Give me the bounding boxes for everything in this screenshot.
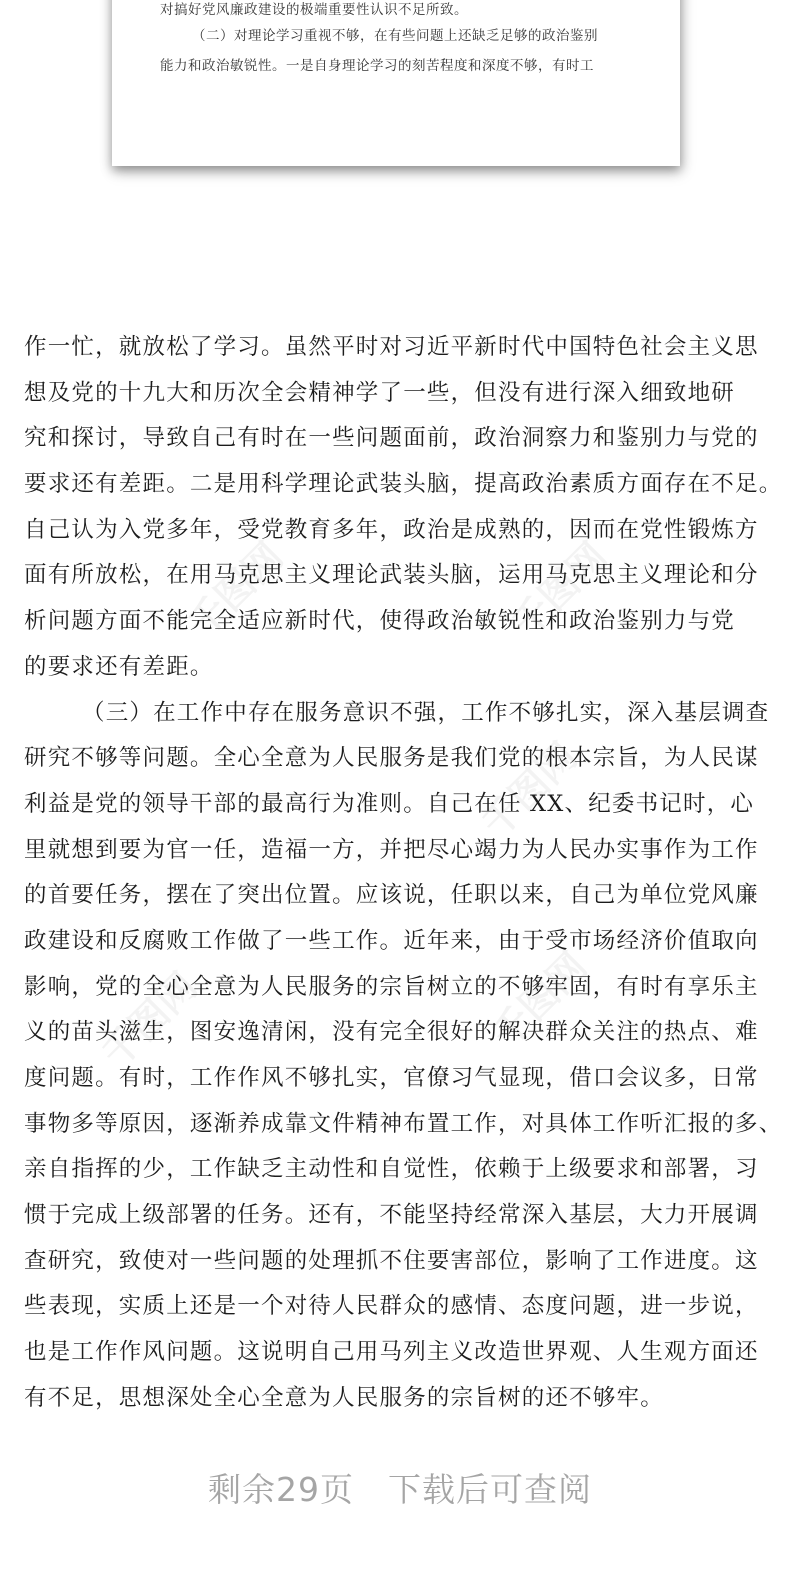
preview-line: （二）对理论学习重视不够，在有些问题上还缺乏足够的政治鉴别 xyxy=(192,28,598,44)
body-line: 度问题。有时，工作作风不够扎实，官僚习气显现，借口会议多，日常 xyxy=(24,1065,759,1091)
body-line: 惯于完成上级部署的任务。还有，不能坚持经常深入基层，大力开展调 xyxy=(24,1202,759,1229)
remaining-pages-text: 剩余29页 xyxy=(208,1470,354,1509)
body-line: 里就想到要为官一任，造福一方，并把尽心竭力为人民办实事作为工作 xyxy=(24,836,759,863)
watermark: 千图网 xyxy=(483,944,596,1056)
body-line: 些表现，实质上还是一个对待人民群众的感情、态度问题，进一步说， xyxy=(24,1293,759,1320)
body-line: 研究不够等问题。全心全意为人民服务是我们党的根本宗旨，为人民谋 xyxy=(24,745,759,772)
body-line: 的要求还有差距。 xyxy=(24,653,214,680)
body-line: 的首要任务，摆在了突出位置。应该说，任职以来，自己为单位党风廉 xyxy=(24,882,759,909)
body-line: 要求还有差距。二是用科学理论武装头脑，提高政治素质方面存在不足。 xyxy=(24,471,783,498)
body-line: 想及党的十九大和历次全会精神学了一些，但没有进行深入细致地研 xyxy=(24,379,736,406)
body-line: 析问题方面不能完全适应新时代，使得政治敏锐性和政治鉴别力与党 xyxy=(24,608,736,635)
body-line: 究和探讨，导致自己有时在一些问题面前，政治洞察力和鉴别力与党的 xyxy=(24,425,759,452)
watermark: 千图网 xyxy=(503,534,616,646)
body-line: 事物多等原因，逐渐养成靠文件精神布置工作，对具体工作听汇报的多、 xyxy=(24,1110,783,1137)
watermark: 千图网 xyxy=(473,734,586,846)
body-line: 作一忙，就放松了学习。虽然平时对习近平新时代中国特色社会主义思 xyxy=(24,334,759,360)
watermark: 千图网 xyxy=(93,964,206,1076)
body-line: 义的苗头滋生，图安逸清闲，没有完全很好的解决群众关注的热点、难 xyxy=(24,1019,759,1046)
watermark: 千图网 xyxy=(179,534,292,646)
body-line: 影响，党的全心全意为人民服务的宗旨树立的不够牢固，有时有享乐主 xyxy=(24,973,759,1000)
download-to-view-text: 下载后可查阅 xyxy=(388,1470,592,1509)
body-line: 亲自指挥的少，工作缺乏主动性和自觉性，依赖于上级要求和部署，习 xyxy=(24,1156,759,1183)
body-line: 政建设和反腐败工作做了一些工作。近年来，由于受市场经济价值取向 xyxy=(24,927,759,954)
download-prompt[interactable] xyxy=(0,1464,800,1511)
preview-page-card xyxy=(112,0,680,166)
body-line: 有不足，思想深处全心全意为人民服务的宗旨树的还不够牢。 xyxy=(24,1384,664,1411)
document-body xyxy=(24,326,786,1423)
body-line: 查研究，致使对一些问题的处理抓不住要害部位，影响了工作进度。这 xyxy=(24,1247,759,1274)
body-line: （三）在工作中存在服务意识不强，工作不够扎实，深入基层调查 xyxy=(82,699,770,726)
preview-line: 对搞好党风廉政建设的极端重要性认识不足所致。 xyxy=(160,2,468,18)
body-line: 利益是党的领导干部的最高行为准则。自己在任 XX、纪委书记时，心 xyxy=(24,790,755,817)
body-line: 面有所放松，在用马克思主义理论武装头脑，运用马克思主义理论和分 xyxy=(24,562,759,589)
body-line: 自己认为入党多年，受党教育多年，政治是成熟的，因而在党性锻炼方 xyxy=(24,516,759,543)
body-line: 也是工作作风问题。这说明自己用马列主义改造世界观、人生观方面还 xyxy=(24,1339,759,1366)
preview-line: 能力和政治敏锐性。一是自身理论学习的刻苦程度和深度不够，有时工 xyxy=(160,58,594,74)
